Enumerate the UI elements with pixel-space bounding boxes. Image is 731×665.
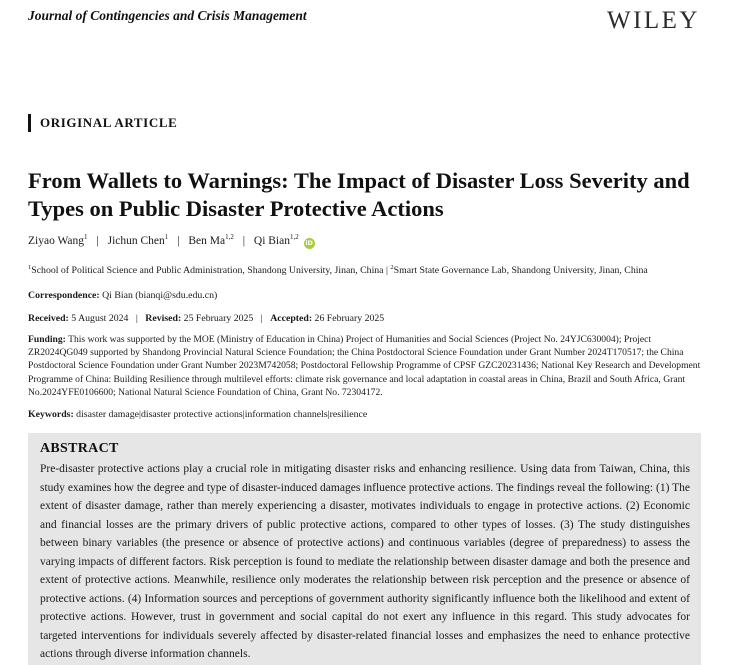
author-name[interactable]: Jichun Chen [107,235,165,247]
keywords [28,409,367,420]
affiliation-sup: 2 [390,264,394,271]
accepted-label: Accepted: [270,313,313,324]
received-label: Received: [28,313,69,324]
correspondence-email[interactable]: Qi Bian (bianqi@sdu.edu.cn) [102,290,218,301]
abstract-box [28,433,701,665]
keyword-separator: | [327,409,330,420]
funding-text: This work was supported by the MOE (Ministry of Education in China) Project of Humanities and Social Sciences (Project No. 24YJC630004); Project ZR2024QG049 supported by Shandong Provincial Natural Science Foundation; the China Postdoctoral Science Foundation under Grant Number 2024T170517; the China Postdoctoral Science Foundation under Grant Number 2023M742058; Postdoctoral Fellowship Programme of CPSF GZC20231436; National Key Research and Development Programme of China: Building Resilience through multilevel efforts: climate risk governance and local adaptation in coastal areas in China, Brazil and South Africa, Grant No.2024YFE0106600; National Natural Science Foundation of China, Grant No. 72304172. [28,334,701,398]
author-affiliation-sup: 1,2 [290,233,299,241]
journal-name: Journal of Contingencies and Crisis Management [28,8,307,23]
funding-label: Funding: [28,334,66,345]
orcid-icon[interactable]: iD [305,239,313,247]
date-separator: | [260,313,263,324]
author-separator: | [177,235,180,247]
author-name[interactable]: Ziyao Wang [28,235,85,247]
keyword[interactable]: information channels [244,409,328,420]
affiliations [28,264,648,276]
article-type-label [28,114,177,132]
author-separator: | [242,235,246,247]
author-name[interactable]: Qi Bian [253,235,290,247]
affiliation-1: School of Political Science and Public Administration, Shandong University, Jinan, China [31,265,384,276]
affiliation-separator: | [386,265,388,276]
keyword[interactable]: resilience [329,409,368,420]
received-date: 5 August 2024 [71,313,129,324]
keyword-separator: | [242,409,245,420]
author-affiliation-sup: 1 [164,233,169,241]
affiliation-sup: 1 [28,264,32,271]
abstract-text: Pre-disaster protective actions play a crucial role in mitigating disaster risks and enhancing resilience. Using data from Taiwan, China, this study examines how the degree and type of disaster-induced damages influence protective actions. The findings reveal the following: (1) The extent of disaster damage, rather than merely experiencing a disaster, motivates individuals to engage in protective actions. (2) Economic and financial losses are the primary drivers of public protective actions, compared to other types of losses. (3) The study distinguishes between binary variables (the presence or absence of protective actions) and continuous variables (degree of preparedness) to assess the varying impacts of different factors. Risk perception is found to mediate the relationship between disaster damage and both the presence and extent of protective actions. Meanwhile, resilience only moderates the relationship between risk perception and the presence or absence of protective actions. (4) Information sources and perceptions of government authority significantly influence both the likelihood and extent of protective actions. However, trust in government and social capital do not exert any influence in this regard. This study advocates for targeted interventions for individuals severely affected by disaster-related financial losses and emphasizes the need to enhance protective actions through diverse information channels. [40,463,690,660]
correspondence [28,290,217,301]
author-affiliation-sup: 1,2 [225,233,234,241]
keyword-separator: | [139,409,141,420]
article-type-text: ORIGINAL ARTICLE [40,115,178,130]
accepted-date: 26 February 2025 [314,313,385,324]
abstract-heading: ABSTRACT [40,441,119,456]
author-name[interactable]: Ben Ma [188,235,226,247]
correspondence-label: Correspondence: [28,290,100,301]
affiliation-2: Smart State Governance Lab, Shandong University, Jinan, China [393,265,648,276]
author-separator: | [96,235,99,247]
author-affiliation-sup: 1 [84,233,88,241]
keyword[interactable]: disaster damage [76,409,140,420]
date-separator: | [135,313,138,324]
section-marker-bar [28,114,31,132]
publisher-logo: WILEY [606,7,700,34]
author-list [28,233,315,249]
keywords-label: Keywords: [28,409,74,420]
keyword[interactable]: disaster protective actions [140,409,243,420]
article-title: From Wallets to Warnings: The Impact of Disaster Loss Severity and Types on Public Disaster Protective Actions [28,168,690,221]
revised-date: 25 February 2025 [183,313,254,324]
funding-statement [28,333,704,399]
revised-label: Revised: [145,313,182,324]
article-dates [28,313,384,324]
